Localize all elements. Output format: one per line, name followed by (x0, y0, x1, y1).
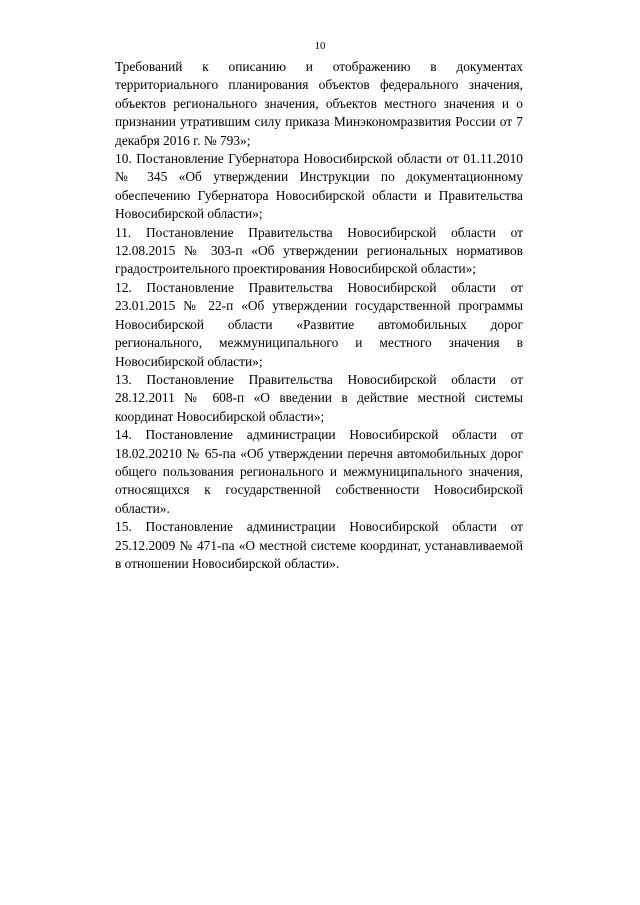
paragraph-continuation: Требований к описанию и отображению в документах территориального планирования объектов федерального значения, объектов регионального значения, объектов местного значения и о признании утратившим силу приказа Минэкономразвития России от 7 декабря 2016 г. № 793»; (115, 59, 523, 148)
paragraph-item-13: 13. Постановление Правительства Новосибирской области от 28.12.2011 № 608-п «О введении в действие местной системы координат Новосибирской области»; (115, 371, 523, 424)
paragraph-item-10: 10. Постановление Губернатора Новосибирской области от 01.11.2010 № 345 «Об утверждении Инструкции по документационному обеспечению Губернатора Новосибирской области и Правительства Новосибирской области»; (115, 151, 523, 222)
paragraph-item-12: 12. Постановление Правительства Новосибирской области от 23.01.2015 № 22-п «Об утверждении государственной программы Новосибирской области «Развитие автомобильных дорог регионального, межмуниципального и местного значения в Новосибирской области»; (115, 279, 523, 369)
document-body (115, 58, 523, 573)
paragraph-item-14: 14. Постановление администрации Новосибирской области от 18.02.20210 № 65-па «Об утверждении перечня автомобильных дорог общего пользования регионального и межмуниципального значения, относящихся к государственной собственности Новосибирской области». (115, 427, 523, 516)
page-number: 10 (314, 40, 326, 52)
paragraph-item-11: 11. Постановление Правительства Новосибирской области от 12.08.2015 № 303-п «Об утверждении региональных нормативов градостроительного проектирования Новосибирской области»; (115, 224, 523, 277)
paragraph-item-15: 15. Постановление администрации Новосибирской области от 25.12.2009 № 471-па «О местной системе координат, устанавливаемой в отношении Новосибирской области». (115, 519, 523, 571)
